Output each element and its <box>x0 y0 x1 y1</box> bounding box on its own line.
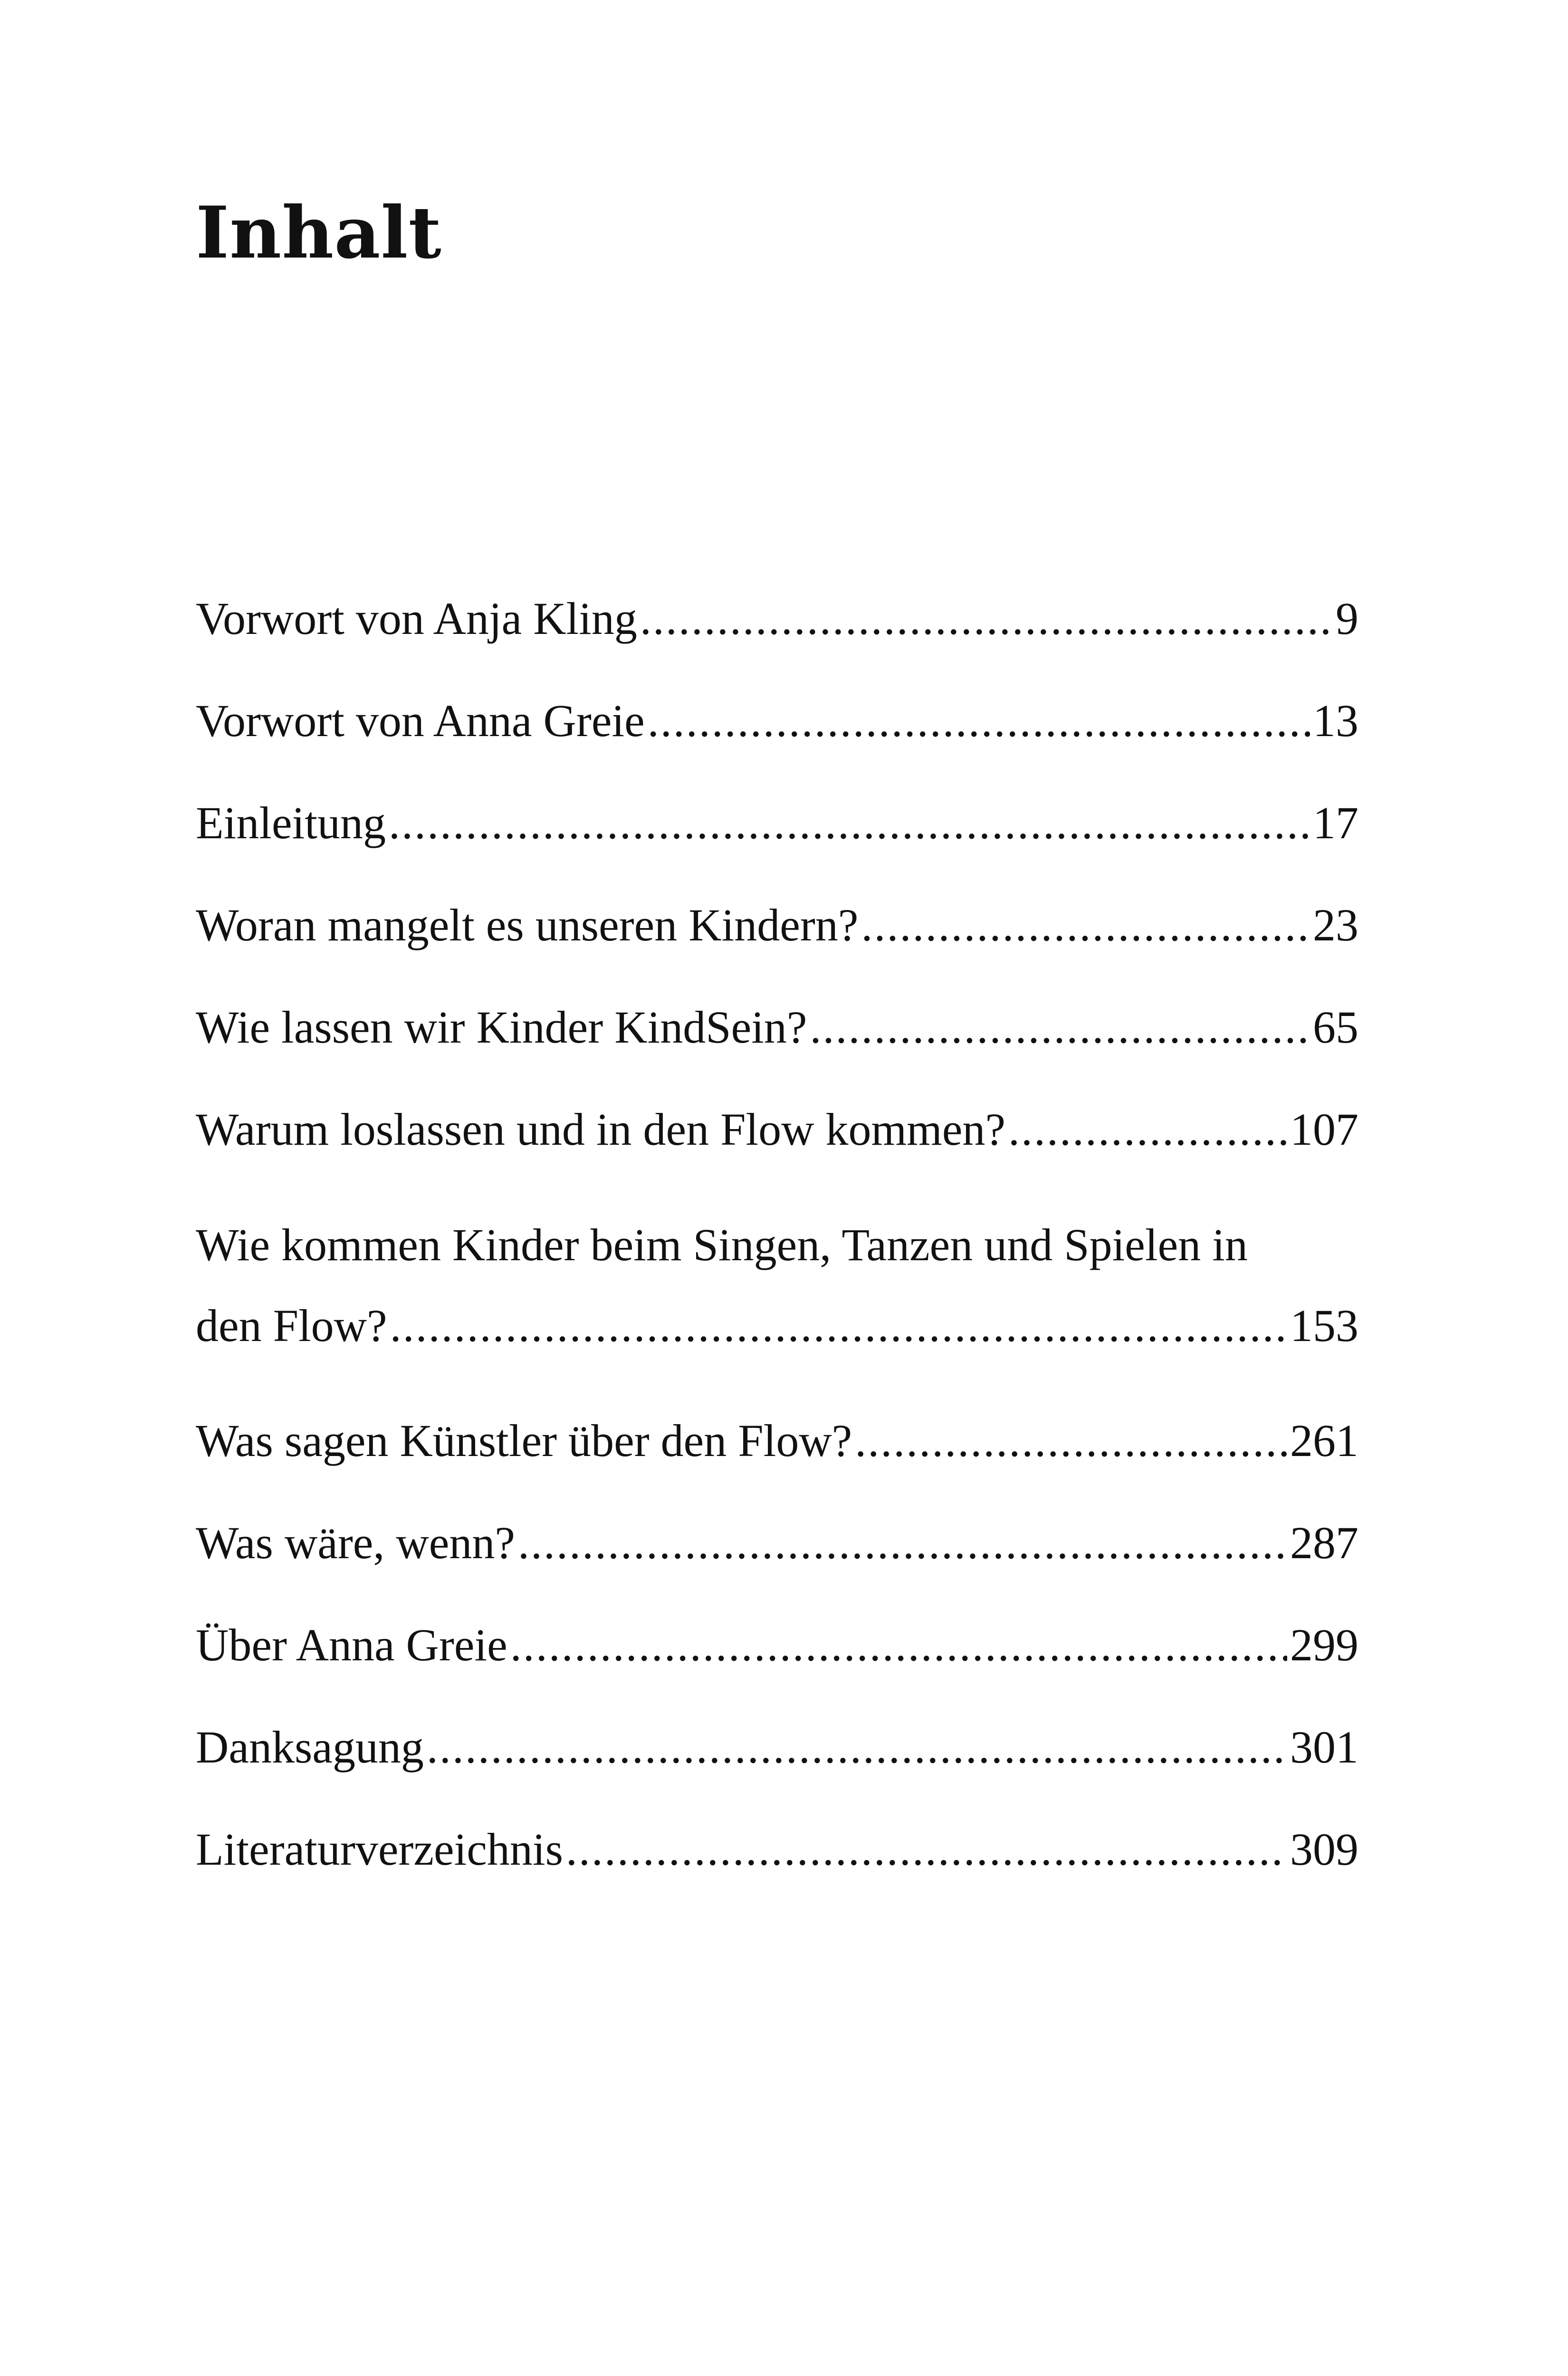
toc-entry-title-line1: Wie kommen Kinder beim Singen, Tanzen und Spielen in <box>196 1219 1248 1270</box>
toc-entry-page: 287 <box>1290 1517 1358 1568</box>
dot-leader <box>389 796 1310 850</box>
toc-entry-page: 9 <box>1336 593 1358 644</box>
toc-entry <box>196 796 1358 850</box>
dot-leader <box>1008 1102 1287 1156</box>
toc-line <box>196 898 1358 952</box>
dot-leader <box>810 1000 1310 1054</box>
toc-entry <box>196 1102 1358 1156</box>
toc-entry <box>196 1618 1358 1672</box>
toc-entry-title: Wie lassen wir Kinder KindSein? <box>196 1002 807 1053</box>
dot-leader <box>861 898 1310 952</box>
toc-entry-title-line2: den Flow? <box>196 1300 387 1351</box>
dot-leader <box>510 1618 1287 1672</box>
toc-entry-title: Vorwort von Anja Kling <box>196 593 637 644</box>
toc-line <box>196 1822 1358 1876</box>
toc-line <box>196 1516 1358 1570</box>
toc-entry-title: Vorwort von Anna Greie <box>196 695 645 746</box>
toc-entry-page: 153 <box>1290 1300 1358 1351</box>
dot-leader <box>648 694 1310 747</box>
toc-entry-page: 299 <box>1290 1619 1358 1670</box>
dot-leader <box>855 1414 1287 1467</box>
dot-leader <box>390 1285 1287 1366</box>
toc-entry-page: 13 <box>1313 695 1358 746</box>
toc-entry-page: 23 <box>1313 900 1358 950</box>
toc-entry <box>196 898 1358 952</box>
toc-entry <box>196 1516 1358 1570</box>
toc-entry <box>196 1414 1358 1467</box>
toc-entry-title: Was sagen Künstler über den Flow? <box>196 1415 852 1466</box>
toc-entry-title: Woran mangelt es unseren Kindern? <box>196 900 859 950</box>
page-title: Inhalt <box>196 191 442 275</box>
toc-entry <box>196 1822 1358 1876</box>
table-of-contents <box>196 592 1358 1925</box>
toc-line <box>196 1414 1358 1467</box>
toc-line <box>196 694 1358 747</box>
dot-leader <box>518 1516 1287 1570</box>
toc-entry-title: Was wäre, wenn? <box>196 1517 515 1568</box>
toc-entry-page: 261 <box>1290 1415 1358 1466</box>
toc-line <box>196 592 1358 645</box>
toc-entry-title: Einleitung <box>196 797 386 848</box>
toc-entry-title: Über Anna Greie <box>196 1619 507 1670</box>
toc-line <box>196 1000 1358 1054</box>
dot-leader <box>566 1822 1287 1876</box>
toc-entry-page: 309 <box>1290 1824 1358 1875</box>
toc-entry <box>196 1205 1358 1366</box>
toc-line <box>196 1618 1358 1672</box>
toc-line <box>196 1102 1358 1156</box>
toc-entry-page: 65 <box>1313 1002 1358 1053</box>
toc-line <box>196 796 1358 850</box>
toc-entry-title: Danksagung <box>196 1722 424 1772</box>
toc-line <box>196 1285 1358 1366</box>
toc-entry-page: 107 <box>1290 1104 1358 1155</box>
toc-entry <box>196 1720 1358 1774</box>
toc-line <box>196 1720 1358 1774</box>
toc-entry-page: 301 <box>1290 1722 1358 1772</box>
toc-entry-title: Literaturverzeichnis <box>196 1824 563 1875</box>
toc-entry <box>196 1000 1358 1054</box>
dot-leader <box>427 1720 1287 1774</box>
toc-entry-title: Warum loslassen und in den Flow kommen? <box>196 1104 1006 1155</box>
toc-entry-page: 17 <box>1313 797 1358 848</box>
dot-leader <box>640 592 1333 645</box>
toc-entry <box>196 592 1358 645</box>
toc-entry <box>196 694 1358 747</box>
